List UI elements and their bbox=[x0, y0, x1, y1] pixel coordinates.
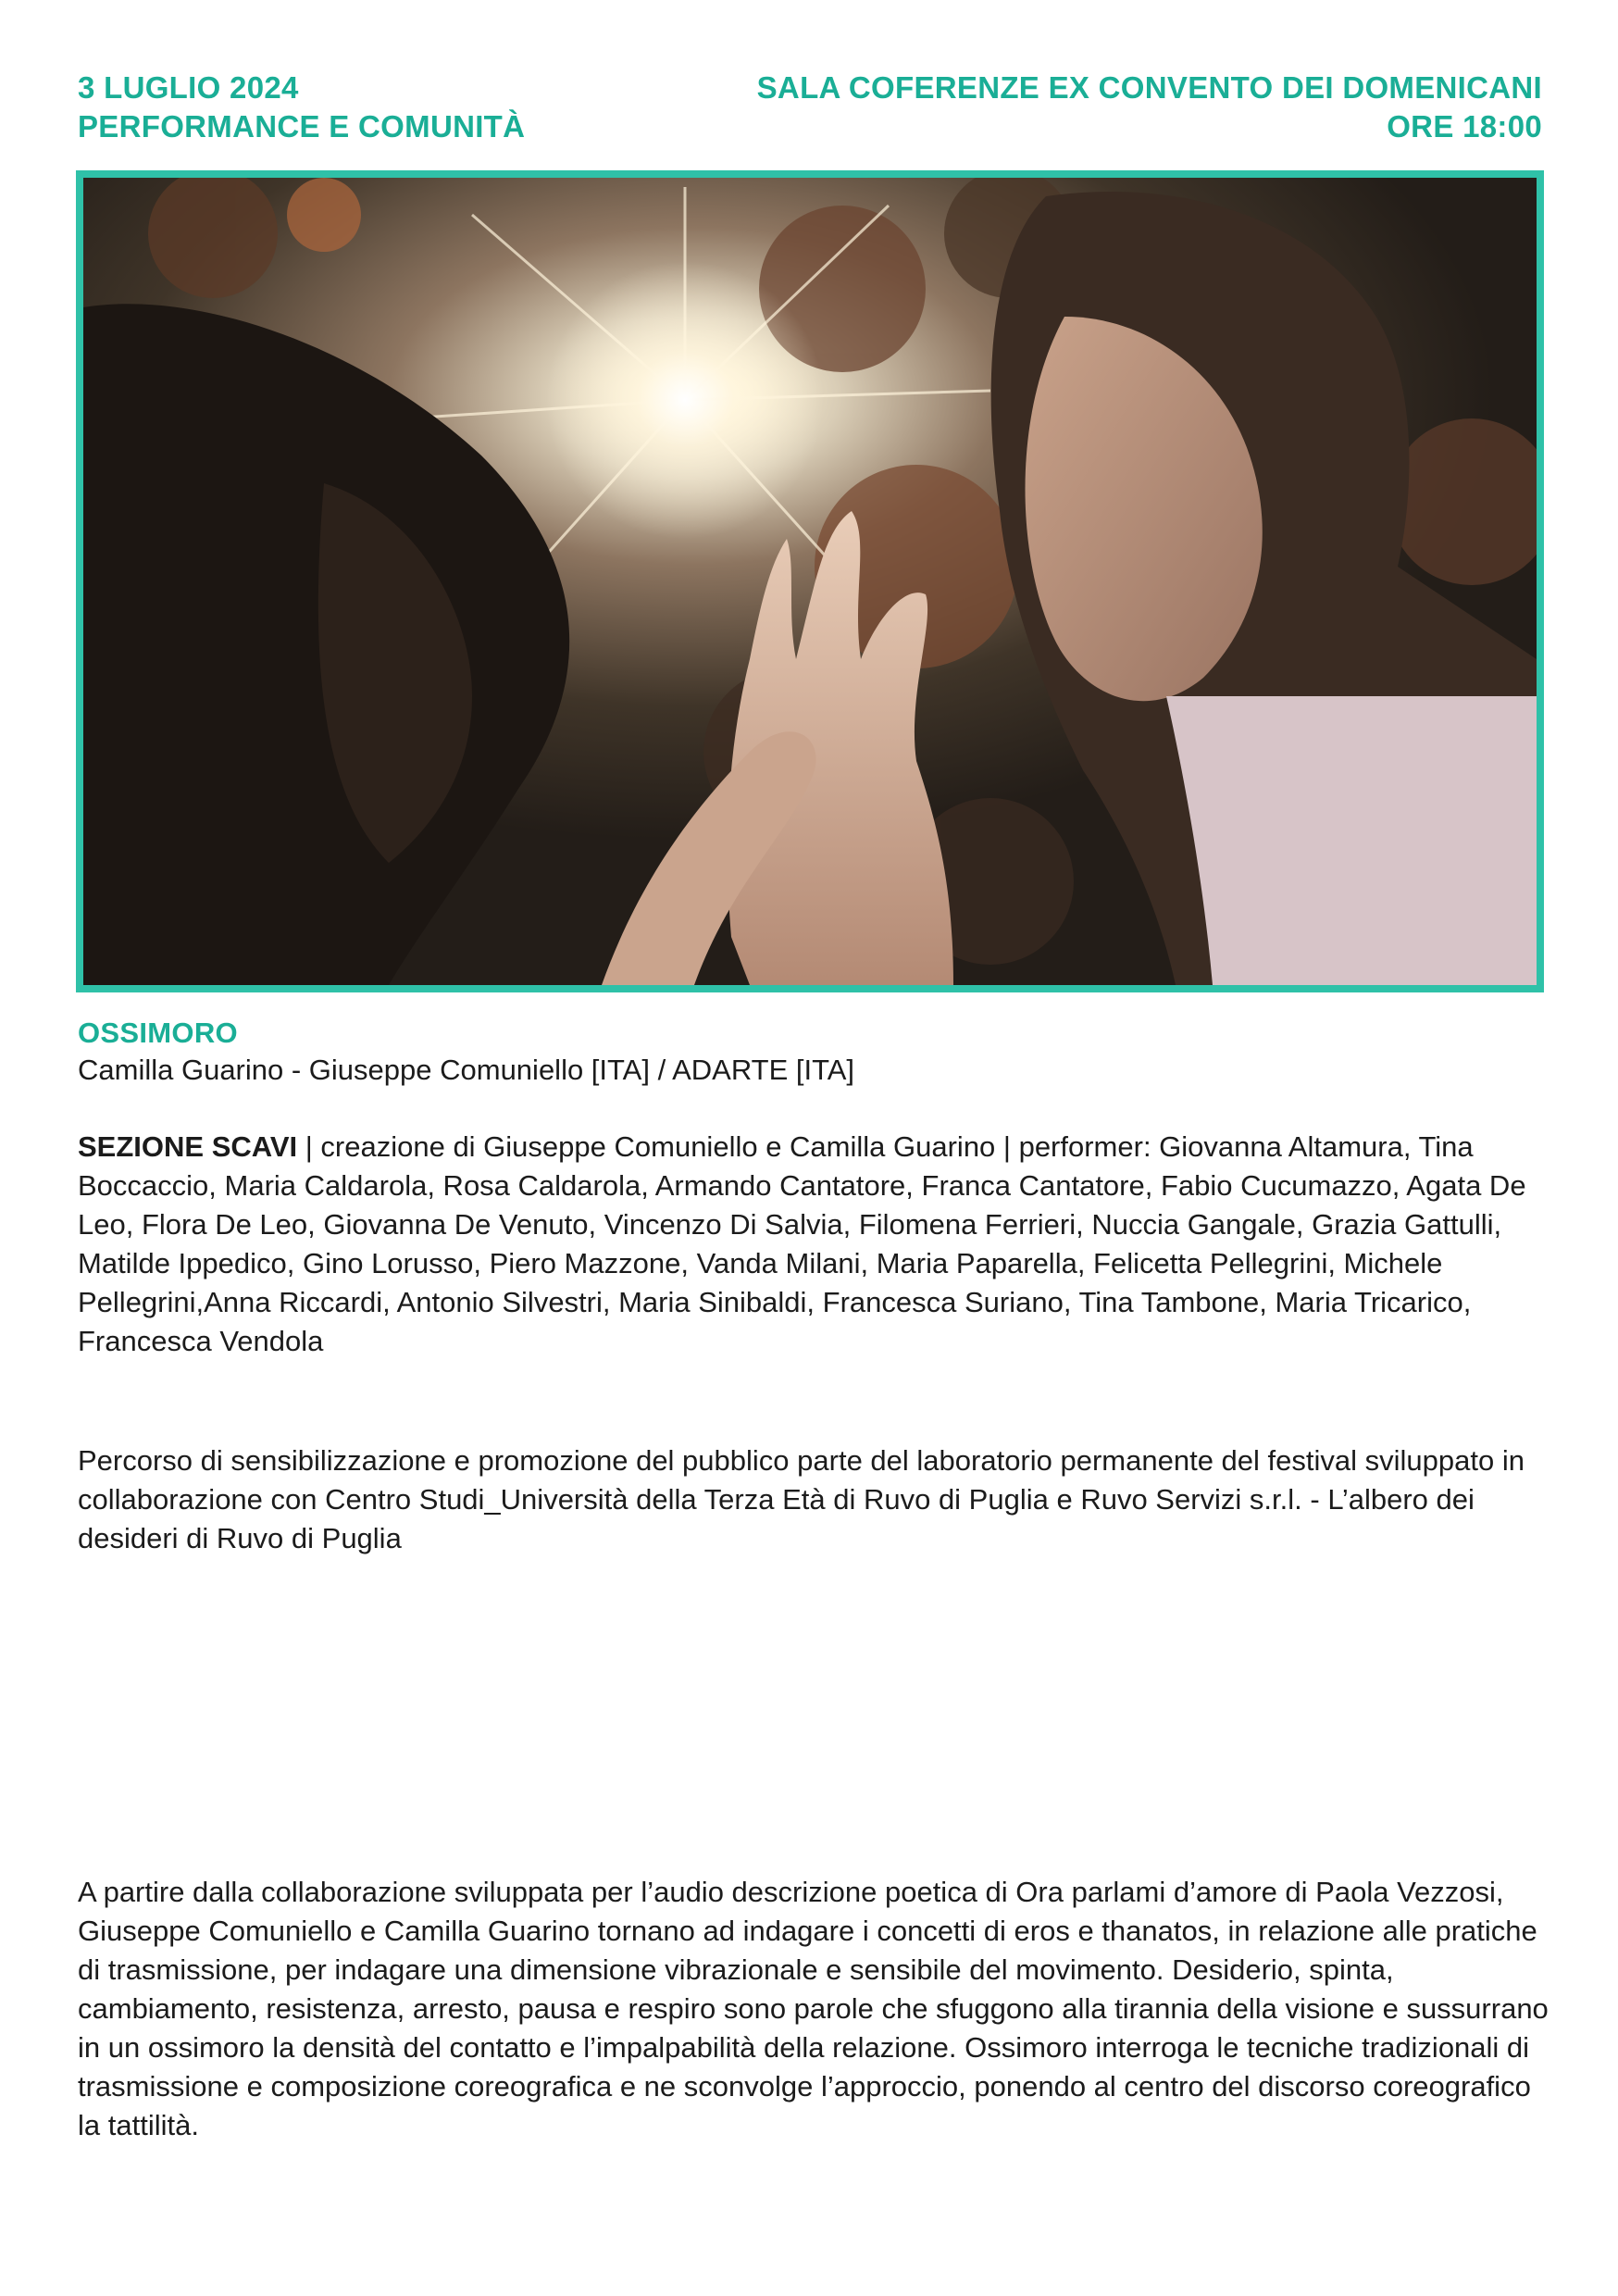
event-credits bbox=[78, 1128, 1550, 1361]
event-venue: SALA COFERENZE EX CONVENTO DEI DOMENICANI bbox=[756, 70, 1542, 105]
header-left bbox=[78, 69, 525, 146]
header-right bbox=[757, 69, 1542, 146]
event-category: PERFORMANCE E COMUNITÀ bbox=[78, 109, 526, 144]
credits-text: | creazione di Giuseppe Comuniello e Camilla Guarino | performer: Giovanna Altamura, Tina Boccaccio, Maria Caldarola, Rosa Caldarola, Armando Cantatore, Franca Cantatore, Fabio Cucumazzo, Agata De Leo, Flora De Leo, Giovanna De Venuto, Vincenzo Di Salvia, Filomena Ferrieri, Nuccia Gangale, Grazia Gattulli, Matilde Ippedico, Gino Lorusso, Piero Mazzone, Vanda Milani, Maria Paparella, Felicetta Pellegrini, Michele Pellegrini,Anna Riccardi, Antonio Silvestri, Maria Sinibaldi, Francesca Suriano, Tina Tambone, Maria Tricarico, Francesca Vendola bbox=[78, 1130, 1526, 1357]
event-title: OSSIMORO bbox=[78, 1017, 238, 1049]
event-description: A partire dalla collaborazione sviluppata per l’audio descrizione poetica di Ora parlami d’amore di Paola Vezzosi, Giuseppe Comuniello e Camilla Guarino tornano ad indagare i concetti di eros e thanatos, in relazione alle pratiche di trasmissione, per indagare una dimensione vibrazionale e sensibile del movimento. Desiderio, spinta, cambiamento, resistenza, arresto, pausa e respiro sono parole che sfuggono alla tirannia della visione e sussurrano in un ossimoro la densità del contatto e l’impalpabilità della relazione. Ossimoro interroga le tecniche tradizionali di trasmissione e composizione coreografica e ne sconvolge l’approccio, ponendo al centro del discorso coreografico la tattilità. bbox=[78, 1876, 1549, 2141]
event-photo bbox=[76, 170, 1544, 992]
event-date: 3 LUGLIO 2024 bbox=[78, 70, 299, 105]
photo-illustration bbox=[83, 178, 1537, 985]
section-label: SEZIONE SCAVI bbox=[78, 1130, 298, 1163]
event-time: ORE 18:00 bbox=[1387, 109, 1542, 144]
event-artists: Camilla Guarino - Giuseppe Comuniello [ITA] / ADARTE [ITA] bbox=[78, 1054, 855, 1086]
program-note: Percorso di sensibilizzazione e promozione del pubblico parte del laboratorio permanente del festival sviluppato in collaborazione con Centro Studi_Università della Terza Età di Ruvo di Puglia e Ruvo Servizi s.r.l. - L’albero dei desideri di Ruvo di Puglia bbox=[78, 1444, 1525, 1554]
